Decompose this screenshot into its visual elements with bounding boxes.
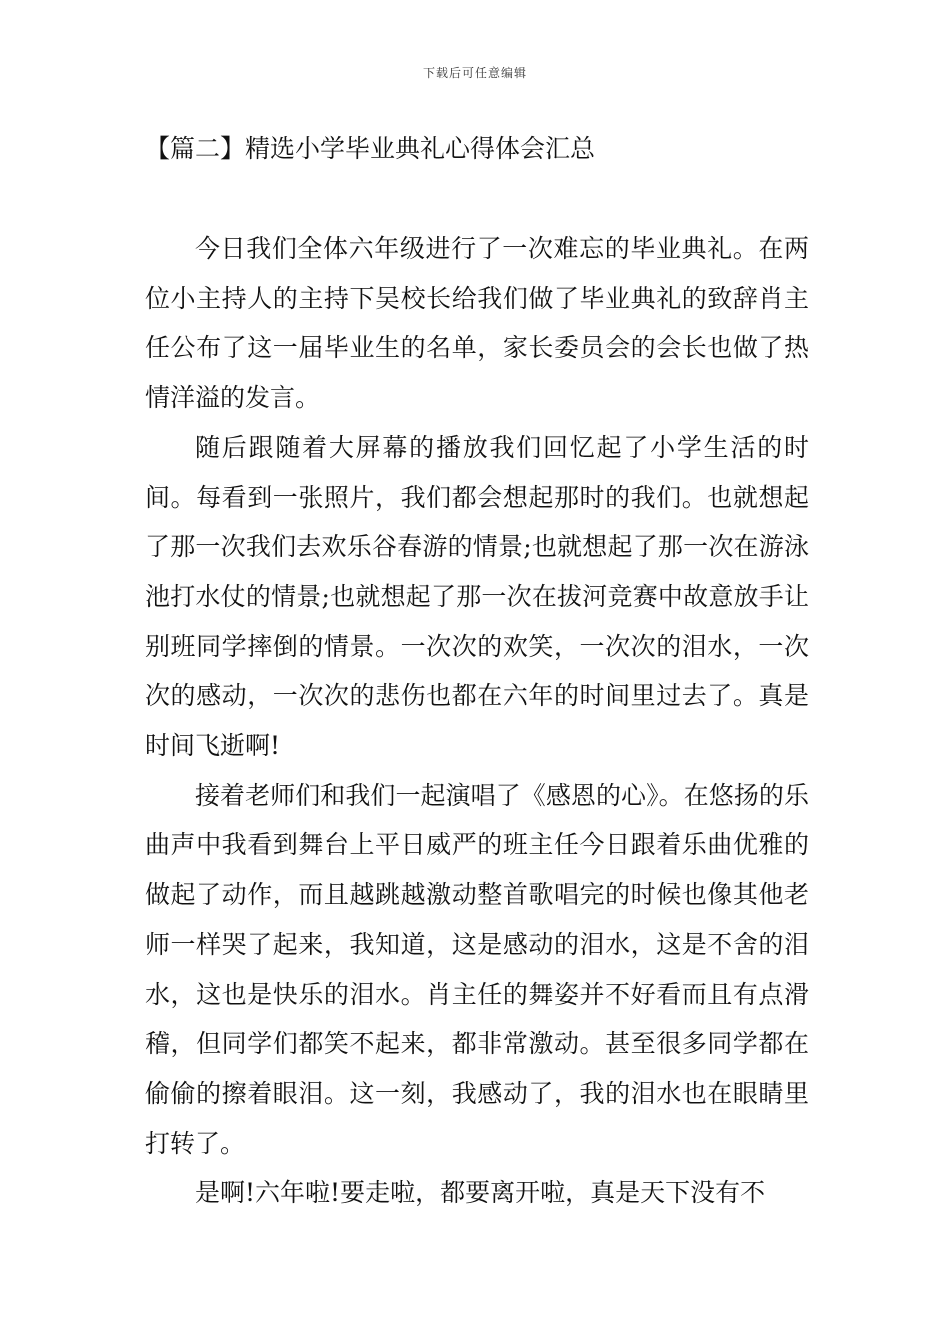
paragraph: 接着老师们和我们一起演唱了《感恩的心》。在悠扬的乐曲声中我看到舞台上平日威严的班主任今日跟着乐曲优雅的做起了动作，而且越跳越激动整首歌唱完的时候也像其他老师一样哭了起来，我知道，这是感动的泪水，这是不舍的泪水，这也是快乐的泪水。肖主任的舞姿并不好看而且有点滑稽，但同学们都笑不起来，都非常激动。甚至很多同学都在偷偷的擦着眼泪。这一刻，我感动了，我的泪水也在眼睛里打转了。 — [145, 780, 809, 1158]
paragraph: 随后跟随着大屏幕的播放我们回忆起了小学生活的时间。每看到一张照片，我们都会想起那时的我们。也就想起了那一次我们去欢乐谷春游的情景;也就想起了那一次在游泳池打水仗的情景;也就想起了那一次在拔河竞赛中故意放手让别班同学摔倒的情景。一次次的欢笑，一次次的泪水，一次次的感动，一次次的悲伤也都在六年的时间里过去了。真是时间飞逝啊! — [145, 432, 809, 761]
document-title: 【篇二】精选小学毕业典礼心得体会汇总 — [145, 134, 596, 163]
paragraph: 今日我们全体六年级进行了一次难忘的毕业典礼。在两位小主持人的主持下吴校长给我们做了毕业典礼的致辞肖主任公布了这一届毕业生的名单，家长委员会的会长也做了热情洋溢的发言。 — [145, 234, 809, 413]
document-body — [145, 224, 809, 1218]
page-header-note: 下载后可任意编辑 — [422, 66, 527, 80]
paragraph: 是啊!六年啦!要走啦，都要离开啦，真是天下没有不 — [195, 1178, 766, 1208]
